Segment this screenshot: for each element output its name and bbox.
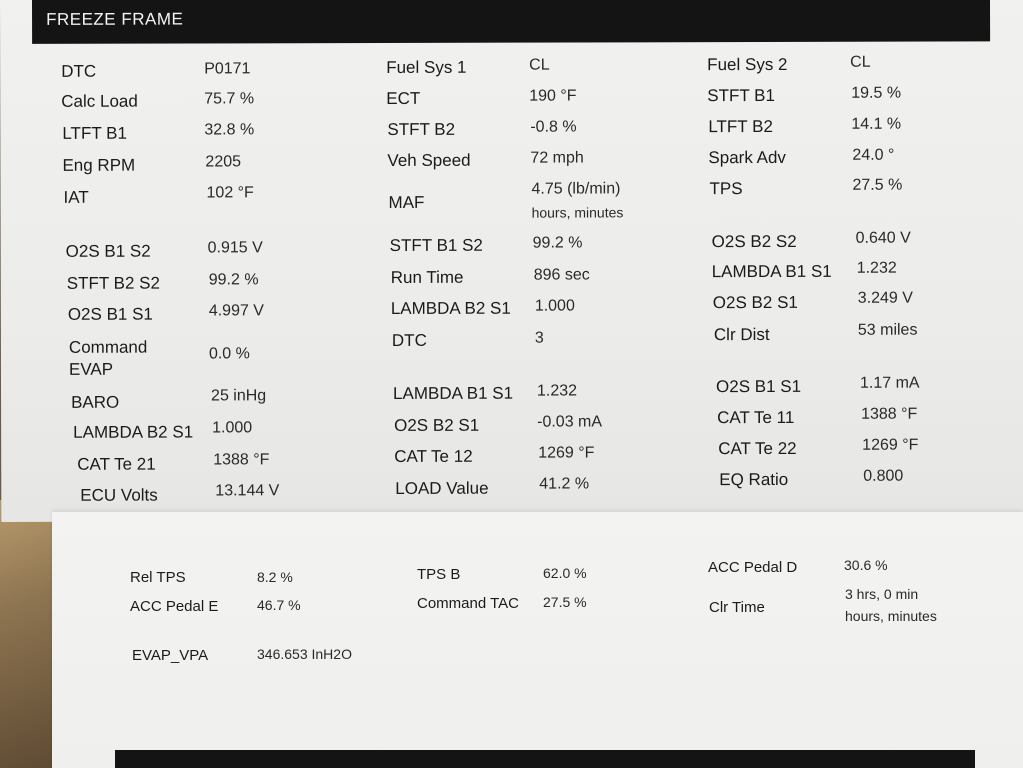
param-label: BARO [71, 392, 120, 412]
param-label: TPS B [417, 566, 461, 583]
param-value: 99.2 % [208, 271, 259, 289]
param-value: 41.2 % [539, 475, 590, 493]
param-value: 1.232 [856, 259, 897, 277]
param-label: Eng RPM [62, 155, 136, 175]
param-value: 75.7 % [204, 90, 255, 108]
param-label: O2S B2 S1 [394, 415, 480, 435]
param-value: 1269 °F [538, 444, 595, 462]
param-value: P0171 [204, 60, 251, 78]
param-value: 72 mph [530, 149, 584, 167]
param-label: O2S B1 S2 [65, 241, 151, 261]
param-label: Clr Dist [713, 324, 770, 345]
param-value: -0.8 % [530, 118, 577, 136]
param-label: O2S B2 S1 [712, 292, 798, 313]
param-value: 3 hrs, 0 min [845, 586, 919, 602]
param-label: DTC [61, 61, 97, 81]
table-surface [0, 500, 60, 768]
param-label: CAT Te 11 [717, 407, 795, 428]
param-value: 896 sec [533, 266, 590, 284]
param-label: MAF [388, 192, 425, 212]
param-label: IAT [63, 187, 89, 207]
param-label: Command EVAP [68, 337, 148, 379]
param-value: 3 [534, 329, 544, 347]
param-label: LTFT B2 [708, 116, 773, 137]
param-value: 46.7 % [257, 597, 301, 613]
param-value: 30.6 % [844, 557, 888, 573]
param-label: Calc Load [61, 91, 138, 111]
param-label: O2S B1 S1 [67, 304, 153, 324]
param-label: STFT B2 S2 [66, 273, 160, 293]
param-label: LAMBDA B1 S1 [711, 261, 832, 282]
param-value: 25 inHg [211, 387, 267, 405]
param-label: Veh Speed [387, 150, 471, 170]
param-label: Run Time [390, 267, 464, 287]
param-value: 3.249 V [857, 289, 913, 307]
param-label: Clr Time [709, 599, 765, 616]
param-label: LAMBDA B2 S1 [73, 422, 194, 442]
param-label: ACC Pedal E [130, 598, 219, 615]
param-label: STFT B2 [387, 119, 456, 139]
param-label: STFT B1 S2 [389, 235, 483, 255]
param-label: Fuel Sys 2 [707, 54, 788, 75]
param-value: CL [850, 53, 871, 71]
param-value: 14.1 % [851, 115, 902, 133]
param-value: 32.8 % [204, 121, 255, 139]
param-label: Fuel Sys 1 [386, 57, 467, 77]
param-value: 4.997 V [208, 302, 264, 320]
param-label: EQ Ratio [719, 469, 789, 490]
param-label: CAT Te 12 [394, 446, 473, 466]
param-label: Command TAC [417, 595, 519, 612]
freeze-frame-header [32, 0, 990, 44]
param-label: DTC [391, 330, 427, 350]
param-value: 2205 [205, 153, 242, 171]
param-label: LAMBDA B1 S1 [393, 383, 514, 403]
param-label: Spark Adv [708, 147, 786, 168]
page-title: FREEZE FRAME [46, 9, 184, 29]
param-label: LAMBDA B2 S1 [390, 298, 511, 318]
param-label: LTFT B1 [62, 123, 127, 143]
param-value: 0.640 V [855, 229, 911, 247]
param-value: 1269 °F [862, 436, 919, 454]
param-label: EVAP_VPA [132, 647, 209, 664]
param-value: 190 °F [529, 87, 577, 105]
param-unit-note: hours, minutes [845, 608, 937, 624]
param-label: STFT B1 [707, 85, 775, 106]
param-label: CAT Te 22 [718, 438, 797, 459]
param-label: ACC Pedal D [708, 559, 798, 576]
param-value: 1.17 mA [859, 374, 920, 392]
param-value: 24.0 ° [852, 146, 895, 164]
param-value: 1388 °F [213, 451, 270, 469]
param-value: 13.144 V [215, 482, 280, 500]
param-label: LOAD Value [395, 478, 489, 498]
param-value: 4.75 (lb/min) [531, 180, 621, 198]
param-unit-note: hours, minutes [531, 204, 624, 221]
param-label: CAT Te 21 [77, 454, 156, 474]
param-value: 53 miles [857, 321, 918, 339]
param-value: -0.03 mA [537, 413, 603, 431]
param-value: CL [529, 56, 550, 74]
param-value: 0.800 [863, 467, 904, 485]
param-value: 102 °F [206, 184, 254, 202]
param-label: O2S B1 S1 [715, 376, 802, 397]
param-label: ECT [386, 88, 421, 108]
param-value: 27.5 % [852, 176, 903, 194]
param-label: O2S B2 S2 [711, 231, 797, 252]
param-value: 99.2 % [532, 234, 583, 252]
param-value: 19.5 % [851, 84, 902, 102]
param-label: Rel TPS [130, 569, 186, 586]
param-value: 1.000 [212, 419, 253, 437]
param-label: TPS [709, 179, 743, 199]
param-value: 1388 °F [861, 405, 918, 423]
param-value: 8.2 % [257, 569, 293, 585]
param-value: 346.653 InH2O [257, 646, 352, 662]
freeze-frame-sheet-continued [52, 512, 1023, 768]
param-label: ECU Volts [80, 485, 158, 505]
param-value: 27.5 % [543, 594, 587, 610]
footer-bar [115, 750, 975, 768]
param-value: 0.915 V [207, 239, 263, 257]
param-value: 0.0 % [208, 345, 250, 363]
param-value: 62.0 % [543, 565, 587, 581]
param-value: 1.232 [537, 382, 578, 400]
param-value: 1.000 [534, 297, 575, 315]
